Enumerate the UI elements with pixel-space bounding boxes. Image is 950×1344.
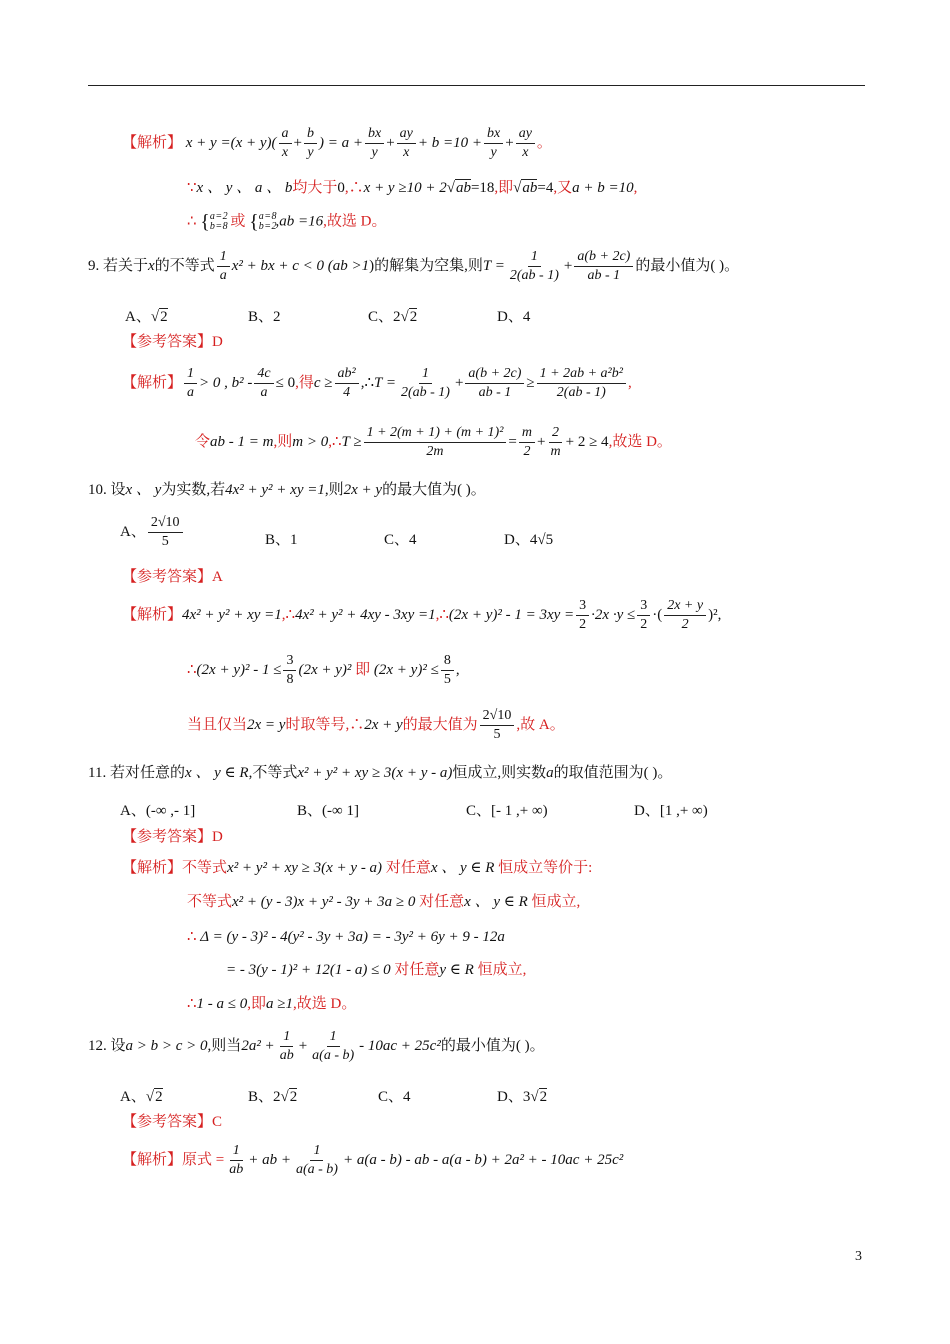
fraction: $\frac{3}{2}$: [637, 598, 650, 633]
fraction: $\frac{1}{a(a - b)}$: [312, 1029, 355, 1064]
q12-analysis-line1: 【解析】原式 = $\frac{1}{ab}$ + ab + $\frac{1}{a(a - b)}$ + a(a - b) - ab - a(a - b) + 2a² + - 10ac + 25c²: [122, 1143, 624, 1178]
q10-option-d[interactable]: D、4√5: [504, 532, 554, 548]
fraction: $\frac{b}{y}$: [304, 126, 317, 161]
q11-stem: 11. 若对任意的x 、 y ∈ R,不等式x² + y² + xy ≥ 3(x + y - a)恒成立,则实数a的取值范围为( )。: [88, 765, 673, 781]
fraction: $\frac{2√10}{5}$: [480, 708, 515, 743]
fraction: $\frac{2x + y}{2}$: [664, 598, 706, 633]
q9-option-b[interactable]: B、2: [248, 309, 281, 325]
q12-option-a[interactable]: A、√2: [120, 1089, 163, 1105]
q10-option-b[interactable]: B、1: [265, 532, 298, 548]
q10-stem: 10. 设x 、 y为实数,若4x² + y² + xy =1,则2x + y的最大值为( )。: [88, 482, 486, 498]
q11-analysis-line1: 【解析】不等式x² + y² + xy ≥ 3(x + y - a) 对任意x 、 y ∈ R 恒成立等价于:: [122, 860, 593, 876]
fraction: $\frac{8}{5}$: [441, 653, 454, 688]
q9-option-c[interactable]: C、2√2: [368, 309, 418, 325]
fraction: $\frac{2}{m}$: [550, 425, 561, 460]
q12-stem: 12. 设a > b > c > 0,则当2a² + $\frac{1}{ab}$ + $\frac{1}{a(a - b)}$ - 10ac + 25c²的最小值为( )。: [88, 1029, 545, 1064]
fraction: $\frac{a(b + 2c)}{ab - 1}$: [465, 366, 524, 401]
equation-system: a = 8 b = 2: [258, 211, 276, 232]
fraction: $\frac{a}{x}$: [279, 126, 292, 161]
q9-stem: 9. 若关于x的不等式 $\frac{1}{a}$ x² + bx + c < 0 (ab >1)的解集为空集,则T = $\frac{1}{2(ab - 1)}$ + $\frac{a(b + 2c)}{ab - 1}$ 的最小值为( )。: [88, 249, 740, 284]
fraction: $\frac{2√10}{5}$: [148, 515, 183, 550]
fraction: $\frac{a(b + 2c)}{ab - 1}$: [574, 249, 633, 284]
q12-option-b[interactable]: B、2√2: [248, 1089, 298, 1105]
fraction: $\frac{1}{2(ab - 1)}$: [509, 249, 559, 284]
fraction: $\frac{1}{a}$: [184, 366, 197, 401]
q11-analysis-line5: ∴1 - a ≤ 0,即a ≥1,故选 D。: [187, 996, 357, 1012]
q11-analysis-line2: 不等式x² + (y - 3)x + y² - 3y + 3a ≥ 0 对任意x 、 y ∈ R 恒成立,: [187, 894, 581, 910]
q11-option-a[interactable]: A、(-∞ ,- 1]: [120, 803, 196, 819]
q8-analysis-line1: 【解析】 x + y =(x + y)( $\frac{a}{x}$ + $\frac{b}{y}$ ) = a + $\frac{bx}{y}$ + $\frac{ay}{x}$ + b =10 + $\frac{bx}{y}$ + $\frac{ay}{x}$ 。: [122, 126, 552, 161]
q10-analysis-line1: 【解析】4x² + y² + xy =1,∴4x² + y² + 4xy - 3xy =1,∴(2x + y)² - 1 = 3xy = $\frac{3}{2}$ ·2x ·y ≤ $\frac{3}{2}$ ·( $\frac{2x + y}{2}$ )²,: [122, 598, 722, 633]
fraction: $\frac{ay}{x}$: [516, 126, 535, 161]
fraction: $\frac{bx}{y}$: [365, 126, 384, 161]
q10-option-a[interactable]: A、 $\frac{2√10}{5}$: [120, 515, 185, 550]
q9-option-d[interactable]: D、4: [497, 309, 531, 325]
fraction: $\frac{1}{ab}$: [229, 1143, 244, 1178]
fraction: $\frac{4c}{a}$: [254, 366, 273, 401]
fraction: $\frac{\text{1 + 2ab + a²b²}}{2(ab - 1)}$: [537, 366, 626, 401]
q11-analysis-line4: = - 3(y - 1)² + 12(1 - a) ≤ 0 对任意y ∈ R 恒成立,: [226, 962, 527, 978]
fraction: $\frac{1}{2(ab - 1)}$: [400, 366, 450, 401]
q11-option-c[interactable]: C、[- 1 ,+ ∞): [466, 803, 548, 819]
equation-system: a = 2 b = 8: [209, 211, 227, 232]
fraction: $\frac{3}{2}$: [576, 598, 589, 633]
q12-answer: 【参考答案】C: [122, 1114, 223, 1130]
page-number: 3: [855, 1249, 862, 1264]
fraction: $\frac{\text{1 + 2(m + 1) + (m + 1)²}}{2m}$: [364, 425, 507, 460]
q10-option-c[interactable]: C、4: [384, 532, 417, 548]
fraction: $\frac{bx}{y}$: [484, 126, 503, 161]
fraction: $\frac{1}{a(a - b)}$: [295, 1143, 338, 1178]
fraction: $\frac{3}{8}$: [283, 653, 296, 688]
q11-option-d[interactable]: D、[1 ,+ ∞): [634, 803, 708, 819]
q9-option-a[interactable]: A、√2: [125, 309, 168, 325]
q9-analysis-line1: 【解析】 $\frac{1}{a}$ > 0 , b² - $\frac{4c}{a}$ ≤ 0,得c ≥ $\frac{\text{ab²}}{4}$ ,∴T = $\frac{1}{2(ab - 1)}$ + $\frac{a(b + 2c)}{ab - 1}$ ≥ $\frac{\text{1 + 2ab + a²b²}}{2(ab - 1)}$ ,: [122, 366, 632, 401]
fraction: $\frac{m}{2}$: [519, 425, 535, 460]
fraction: $\frac{1}{ab}$: [279, 1029, 294, 1064]
q9-answer: 【参考答案】D: [122, 334, 223, 350]
q8-analysis-line2: ∵x 、 y 、 a 、 b均大于0,∴x + y ≥10 + 2√ab=18,即√ab=4,又a + b =10,: [187, 180, 638, 196]
q10-analysis-line3: 当且仅当2x = y时取等号,∴2x + y的最大值为 $\frac{2√10}{5}$ ,故 A。: [187, 708, 565, 743]
q11-option-b[interactable]: B、(-∞ 1]: [297, 803, 359, 819]
fraction: $\frac{ay}{x}$: [397, 126, 416, 161]
q11-analysis-line3: ∴ Δ = (y - 3)² - 4(y² - 3y + 3a) = - 3y² + 6y + 9 - 12a: [187, 929, 505, 945]
q12-option-d[interactable]: D、3√2: [497, 1089, 548, 1105]
q12-option-c[interactable]: C、4: [378, 1089, 411, 1105]
q10-analysis-line2: ∴(2x + y)² - 1 ≤ $\frac{3}{8}$ (2x + y)² 即 (2x + y)² ≤ $\frac{8}{5}$ ,: [187, 653, 460, 688]
fraction: $\frac{1}{a}$: [217, 249, 230, 284]
q10-answer: 【参考答案】A: [122, 569, 223, 585]
analysis-label: 【解析】: [122, 135, 183, 152]
q11-answer: 【参考答案】D: [122, 829, 223, 845]
q9-analysis-line2: 令ab - 1 = m,则m > 0,∴T ≥ $\frac{\text{1 + 2(m + 1) + (m + 1)²}}{2m}$ = $\frac{m}{2}$ + $\frac{2}{m}$ + 2 ≥ 4,故选 D。: [195, 425, 672, 460]
fraction: $\frac{\text{ab²}}{4}$: [335, 366, 359, 401]
q8-analysis-line3: ∴ { a = 2 b = 8 或 { a = 8 b = 2 ,ab =16,故选 D。: [187, 211, 387, 233]
header-rule: [88, 85, 865, 86]
